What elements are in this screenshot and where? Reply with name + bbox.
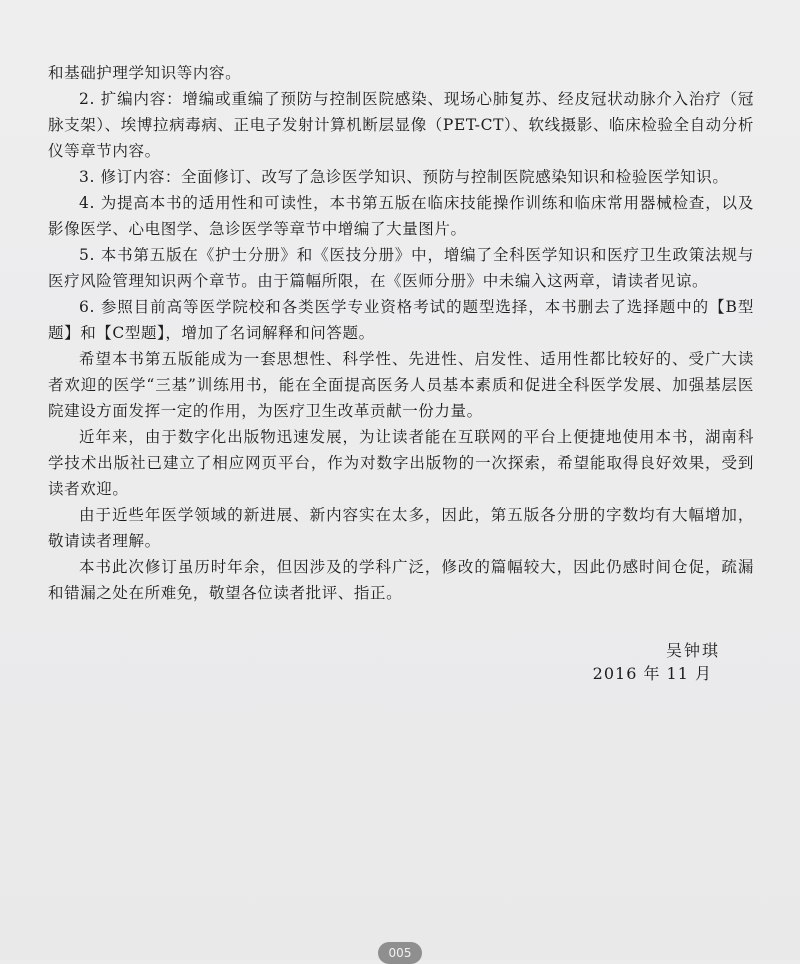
author-signature: 吴钟琪 (665, 641, 720, 660)
paragraph-digital: 近年来，由于数字化出版物迅速发展，为让读者能在互联网的平台上便捷地使用本书，湖南科学技术出版社已建立了相应网页平台，作为对数字出版物的一次探索，希望能取得良好效果，受到读者欢迎。 (48, 428, 754, 498)
paragraph-item-5: 5. 本书第五版在《护士分册》和《医技分册》中，增编了全科医学知识和医疗卫生政策法规与医疗风险管理知识两个章节。由于篇幅所限，在《医师分册》中未编入这两章，请读者见谅。 (48, 246, 754, 290)
paragraph-length: 由于近些年医学领域的新进展、新内容实在太多，因此，第五版各分册的字数均有大幅增加，敬请读者理解。 (48, 506, 754, 550)
paragraph-item-3: 3. 修订内容：全面修订、改写了急诊医学知识、预防与控制医院感染知识和检验医学知识。 (79, 168, 729, 186)
paragraph-item-4: 4. 为提高本书的适用性和可读性，本书第五版在临床技能操作训练和临床常用器械检查，以及影像医学、心电图学、急诊医学等章节中增编了大量图片。 (48, 194, 754, 238)
preface-date: 2016 年 11 月 (592, 664, 712, 683)
paragraph-continuation: 和基础护理学知识等内容。 (48, 64, 242, 82)
paragraph-hope: 希望本书第五版能成为一套思想性、科学性、先进性、启发性、适用性都比较好的、受广大读者欢迎的医学“三基”训练用书，能在全面提高医务人员基本素质和促进全科医学发展、加强基层医院建设方面发挥一定的作用，为医疗卫生改革贡献一份力量。 (48, 350, 754, 420)
page-number-badge: 005 (378, 942, 422, 964)
paragraph-item-6: 6. 参照目前高等医学院校和各类医学专业资格考试的题型选择，本书删去了选择题中的【B型题】和【C型题】，增加了名词解释和问答题。 (48, 298, 754, 342)
paragraph-closing: 本书此次修订虽历时年余，但因涉及的学科广泛，修改的篇幅较大，因此仍感时间仓促，疏漏和错漏之处在所难免，敬望各位读者批评、指正。 (48, 558, 754, 602)
paragraph-item-2: 2. 扩编内容：增编或重编了预防与控制医院感染、现场心肺复苏、经皮冠状动脉介入治疗（冠脉支架）、埃博拉病毒病、正电子发射计算机断层显像（PET-CT）、软线摄影、临床检验全自动分析仪等章节内容。 (48, 90, 754, 160)
body-text (48, 60, 754, 606)
